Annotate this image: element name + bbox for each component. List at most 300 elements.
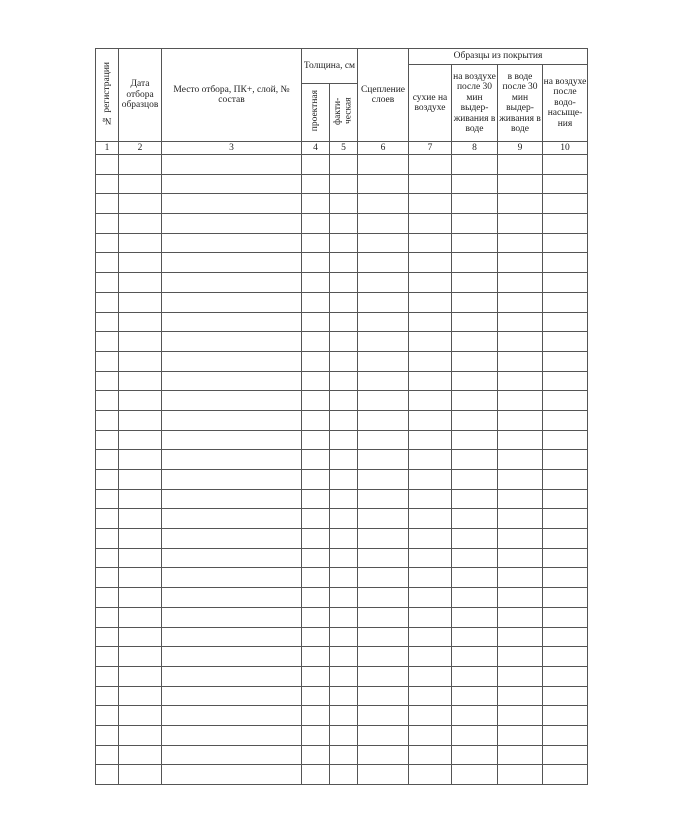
table-cell[interactable] <box>452 765 498 785</box>
table-cell[interactable] <box>498 410 543 430</box>
table-cell[interactable] <box>409 273 452 293</box>
table-cell[interactable] <box>162 470 302 490</box>
table-cell[interactable] <box>330 273 358 293</box>
table-cell[interactable] <box>452 174 498 194</box>
table-cell[interactable] <box>119 607 162 627</box>
table-cell[interactable] <box>409 607 452 627</box>
table-cell[interactable] <box>302 686 330 706</box>
table-cell[interactable] <box>330 568 358 588</box>
table-cell[interactable] <box>96 273 119 293</box>
table-cell[interactable] <box>543 332 588 352</box>
table-cell[interactable] <box>96 588 119 608</box>
table-cell[interactable] <box>498 745 543 765</box>
table-cell[interactable] <box>358 371 409 391</box>
table-cell[interactable] <box>162 155 302 175</box>
table-cell[interactable] <box>409 489 452 509</box>
table-cell[interactable] <box>498 351 543 371</box>
table-cell[interactable] <box>302 666 330 686</box>
table-cell[interactable] <box>452 647 498 667</box>
table-cell[interactable] <box>358 765 409 785</box>
table-cell[interactable] <box>302 568 330 588</box>
table-cell[interactable] <box>543 725 588 745</box>
table-cell[interactable] <box>302 214 330 234</box>
table-cell[interactable] <box>498 155 543 175</box>
table-cell[interactable] <box>452 706 498 726</box>
table-cell[interactable] <box>302 292 330 312</box>
table-cell[interactable] <box>96 391 119 411</box>
table-cell[interactable] <box>358 174 409 194</box>
table-cell[interactable] <box>330 214 358 234</box>
table-cell[interactable] <box>96 253 119 273</box>
table-cell[interactable] <box>452 725 498 745</box>
table-cell[interactable] <box>358 647 409 667</box>
table-cell[interactable] <box>96 371 119 391</box>
table-cell[interactable] <box>452 666 498 686</box>
table-cell[interactable] <box>498 470 543 490</box>
table-cell[interactable] <box>409 450 452 470</box>
table-cell[interactable] <box>452 371 498 391</box>
table-cell[interactable] <box>543 548 588 568</box>
table-cell[interactable] <box>452 568 498 588</box>
table-cell[interactable] <box>543 666 588 686</box>
table-cell[interactable] <box>543 706 588 726</box>
table-cell[interactable] <box>409 725 452 745</box>
table-cell[interactable] <box>96 607 119 627</box>
table-cell[interactable] <box>452 588 498 608</box>
table-cell[interactable] <box>96 292 119 312</box>
table-cell[interactable] <box>358 509 409 529</box>
table-cell[interactable] <box>452 233 498 253</box>
table-cell[interactable] <box>302 371 330 391</box>
table-cell[interactable] <box>409 233 452 253</box>
table-cell[interactable] <box>330 548 358 568</box>
table-cell[interactable] <box>543 351 588 371</box>
table-cell[interactable] <box>119 627 162 647</box>
table-cell[interactable] <box>543 509 588 529</box>
table-cell[interactable] <box>119 174 162 194</box>
table-cell[interactable] <box>452 607 498 627</box>
table-cell[interactable] <box>119 214 162 234</box>
table-cell[interactable] <box>358 410 409 430</box>
table-cell[interactable] <box>330 470 358 490</box>
table-cell[interactable] <box>119 194 162 214</box>
table-cell[interactable] <box>119 666 162 686</box>
table-cell[interactable] <box>498 568 543 588</box>
table-cell[interactable] <box>358 588 409 608</box>
table-cell[interactable] <box>543 292 588 312</box>
table-cell[interactable] <box>302 627 330 647</box>
table-cell[interactable] <box>302 430 330 450</box>
table-cell[interactable] <box>162 627 302 647</box>
table-cell[interactable] <box>409 706 452 726</box>
table-cell[interactable] <box>330 292 358 312</box>
table-cell[interactable] <box>409 647 452 667</box>
table-cell[interactable] <box>543 155 588 175</box>
table-cell[interactable] <box>302 706 330 726</box>
table-cell[interactable] <box>330 686 358 706</box>
table-cell[interactable] <box>96 430 119 450</box>
table-cell[interactable] <box>302 253 330 273</box>
table-cell[interactable] <box>330 194 358 214</box>
table-cell[interactable] <box>96 351 119 371</box>
table-cell[interactable] <box>543 470 588 490</box>
table-cell[interactable] <box>409 568 452 588</box>
table-cell[interactable] <box>409 410 452 430</box>
table-cell[interactable] <box>162 489 302 509</box>
table-cell[interactable] <box>96 568 119 588</box>
table-cell[interactable] <box>162 292 302 312</box>
table-cell[interactable] <box>358 548 409 568</box>
table-cell[interactable] <box>302 233 330 253</box>
table-cell[interactable] <box>498 391 543 411</box>
table-cell[interactable] <box>302 332 330 352</box>
table-cell[interactable] <box>498 765 543 785</box>
table-cell[interactable] <box>302 273 330 293</box>
table-cell[interactable] <box>409 351 452 371</box>
table-cell[interactable] <box>330 430 358 450</box>
table-cell[interactable] <box>543 371 588 391</box>
table-cell[interactable] <box>119 647 162 667</box>
table-cell[interactable] <box>409 253 452 273</box>
table-cell[interactable] <box>409 529 452 549</box>
table-cell[interactable] <box>162 588 302 608</box>
table-cell[interactable] <box>119 430 162 450</box>
table-cell[interactable] <box>330 410 358 430</box>
table-cell[interactable] <box>330 253 358 273</box>
table-cell[interactable] <box>96 686 119 706</box>
table-cell[interactable] <box>358 430 409 450</box>
table-cell[interactable] <box>543 253 588 273</box>
table-cell[interactable] <box>119 509 162 529</box>
table-cell[interactable] <box>543 489 588 509</box>
table-cell[interactable] <box>409 509 452 529</box>
table-cell[interactable] <box>330 351 358 371</box>
table-cell[interactable] <box>409 391 452 411</box>
table-cell[interactable] <box>409 371 452 391</box>
table-cell[interactable] <box>358 233 409 253</box>
table-cell[interactable] <box>119 391 162 411</box>
table-cell[interactable] <box>119 725 162 745</box>
table-cell[interactable] <box>452 332 498 352</box>
table-cell[interactable] <box>119 233 162 253</box>
table-cell[interactable] <box>96 450 119 470</box>
table-cell[interactable] <box>119 686 162 706</box>
table-cell[interactable] <box>302 745 330 765</box>
table-cell[interactable] <box>498 666 543 686</box>
table-cell[interactable] <box>409 470 452 490</box>
table-cell[interactable] <box>498 312 543 332</box>
table-cell[interactable] <box>358 686 409 706</box>
table-cell[interactable] <box>409 548 452 568</box>
table-cell[interactable] <box>452 489 498 509</box>
table-cell[interactable] <box>330 588 358 608</box>
table-cell[interactable] <box>409 666 452 686</box>
table-cell[interactable] <box>96 647 119 667</box>
table-cell[interactable] <box>119 312 162 332</box>
table-cell[interactable] <box>96 174 119 194</box>
table-cell[interactable] <box>498 548 543 568</box>
table-cell[interactable] <box>498 174 543 194</box>
table-cell[interactable] <box>119 745 162 765</box>
table-cell[interactable] <box>358 332 409 352</box>
table-cell[interactable] <box>498 686 543 706</box>
table-cell[interactable] <box>409 155 452 175</box>
table-cell[interactable] <box>543 588 588 608</box>
table-cell[interactable] <box>498 647 543 667</box>
table-cell[interactable] <box>543 312 588 332</box>
table-cell[interactable] <box>358 666 409 686</box>
table-cell[interactable] <box>302 588 330 608</box>
table-cell[interactable] <box>543 627 588 647</box>
table-cell[interactable] <box>96 529 119 549</box>
table-cell[interactable] <box>162 686 302 706</box>
table-cell[interactable] <box>498 332 543 352</box>
table-cell[interactable] <box>498 430 543 450</box>
table-cell[interactable] <box>119 765 162 785</box>
table-cell[interactable] <box>543 174 588 194</box>
table-cell[interactable] <box>119 529 162 549</box>
table-cell[interactable] <box>409 627 452 647</box>
table-cell[interactable] <box>452 450 498 470</box>
table-cell[interactable] <box>96 470 119 490</box>
table-cell[interactable] <box>358 529 409 549</box>
table-cell[interactable] <box>330 489 358 509</box>
table-cell[interactable] <box>162 568 302 588</box>
table-cell[interactable] <box>302 410 330 430</box>
table-cell[interactable] <box>162 194 302 214</box>
table-cell[interactable] <box>96 155 119 175</box>
table-cell[interactable] <box>162 548 302 568</box>
table-cell[interactable] <box>162 509 302 529</box>
table-cell[interactable] <box>162 745 302 765</box>
table-cell[interactable] <box>358 450 409 470</box>
table-cell[interactable] <box>452 410 498 430</box>
table-cell[interactable] <box>162 765 302 785</box>
table-cell[interactable] <box>358 312 409 332</box>
table-cell[interactable] <box>119 155 162 175</box>
table-cell[interactable] <box>498 706 543 726</box>
table-cell[interactable] <box>409 194 452 214</box>
table-cell[interactable] <box>96 194 119 214</box>
table-cell[interactable] <box>358 253 409 273</box>
table-cell[interactable] <box>330 312 358 332</box>
table-cell[interactable] <box>358 155 409 175</box>
table-cell[interactable] <box>330 332 358 352</box>
table-cell[interactable] <box>452 509 498 529</box>
table-cell[interactable] <box>302 647 330 667</box>
table-cell[interactable] <box>330 745 358 765</box>
table-cell[interactable] <box>409 686 452 706</box>
table-cell[interactable] <box>302 174 330 194</box>
table-cell[interactable] <box>452 686 498 706</box>
table-cell[interactable] <box>119 332 162 352</box>
table-cell[interactable] <box>543 607 588 627</box>
table-cell[interactable] <box>302 548 330 568</box>
table-cell[interactable] <box>96 332 119 352</box>
table-cell[interactable] <box>452 273 498 293</box>
table-cell[interactable] <box>96 765 119 785</box>
table-cell[interactable] <box>330 765 358 785</box>
table-cell[interactable] <box>358 351 409 371</box>
table-cell[interactable] <box>498 371 543 391</box>
table-cell[interactable] <box>96 410 119 430</box>
table-cell[interactable] <box>358 214 409 234</box>
table-cell[interactable] <box>302 529 330 549</box>
table-cell[interactable] <box>119 273 162 293</box>
table-cell[interactable] <box>358 706 409 726</box>
table-cell[interactable] <box>358 273 409 293</box>
table-cell[interactable] <box>96 627 119 647</box>
table-cell[interactable] <box>330 607 358 627</box>
table-cell[interactable] <box>452 391 498 411</box>
table-cell[interactable] <box>452 745 498 765</box>
table-cell[interactable] <box>498 489 543 509</box>
table-cell[interactable] <box>330 450 358 470</box>
table-cell[interactable] <box>330 371 358 391</box>
table-cell[interactable] <box>358 292 409 312</box>
table-cell[interactable] <box>96 706 119 726</box>
table-cell[interactable] <box>498 607 543 627</box>
table-cell[interactable] <box>358 489 409 509</box>
table-cell[interactable] <box>162 529 302 549</box>
table-cell[interactable] <box>330 666 358 686</box>
table-cell[interactable] <box>162 607 302 627</box>
table-cell[interactable] <box>162 233 302 253</box>
table-cell[interactable] <box>498 292 543 312</box>
table-cell[interactable] <box>409 312 452 332</box>
table-cell[interactable] <box>96 548 119 568</box>
table-cell[interactable] <box>409 430 452 450</box>
table-cell[interactable] <box>543 391 588 411</box>
table-cell[interactable] <box>358 725 409 745</box>
table-cell[interactable] <box>452 548 498 568</box>
table-cell[interactable] <box>162 253 302 273</box>
table-cell[interactable] <box>330 233 358 253</box>
table-cell[interactable] <box>409 292 452 312</box>
table-cell[interactable] <box>330 627 358 647</box>
table-cell[interactable] <box>543 430 588 450</box>
table-cell[interactable] <box>498 253 543 273</box>
table-cell[interactable] <box>498 450 543 470</box>
table-cell[interactable] <box>162 706 302 726</box>
table-cell[interactable] <box>543 529 588 549</box>
table-cell[interactable] <box>498 273 543 293</box>
table-cell[interactable] <box>409 765 452 785</box>
table-cell[interactable] <box>119 470 162 490</box>
table-cell[interactable] <box>302 765 330 785</box>
table-cell[interactable] <box>543 745 588 765</box>
table-cell[interactable] <box>96 312 119 332</box>
table-cell[interactable] <box>162 666 302 686</box>
table-cell[interactable] <box>302 391 330 411</box>
table-cell[interactable] <box>96 214 119 234</box>
table-cell[interactable] <box>358 194 409 214</box>
table-cell[interactable] <box>498 529 543 549</box>
table-cell[interactable] <box>498 214 543 234</box>
table-cell[interactable] <box>358 568 409 588</box>
table-cell[interactable] <box>330 647 358 667</box>
table-cell[interactable] <box>543 568 588 588</box>
table-cell[interactable] <box>452 430 498 450</box>
table-cell[interactable] <box>119 706 162 726</box>
table-cell[interactable] <box>452 470 498 490</box>
table-cell[interactable] <box>330 706 358 726</box>
table-cell[interactable] <box>302 351 330 371</box>
table-cell[interactable] <box>452 194 498 214</box>
table-cell[interactable] <box>452 292 498 312</box>
table-cell[interactable] <box>302 607 330 627</box>
table-cell[interactable] <box>162 332 302 352</box>
table-cell[interactable] <box>162 351 302 371</box>
table-cell[interactable] <box>452 351 498 371</box>
table-cell[interactable] <box>543 450 588 470</box>
table-cell[interactable] <box>498 588 543 608</box>
table-cell[interactable] <box>330 174 358 194</box>
table-cell[interactable] <box>302 450 330 470</box>
table-cell[interactable] <box>162 273 302 293</box>
table-cell[interactable] <box>96 666 119 686</box>
table-cell[interactable] <box>162 312 302 332</box>
table-cell[interactable] <box>162 430 302 450</box>
table-cell[interactable] <box>330 725 358 745</box>
table-cell[interactable] <box>409 745 452 765</box>
table-cell[interactable] <box>119 548 162 568</box>
table-cell[interactable] <box>302 725 330 745</box>
table-cell[interactable] <box>409 174 452 194</box>
table-cell[interactable] <box>162 725 302 745</box>
table-cell[interactable] <box>119 292 162 312</box>
table-cell[interactable] <box>302 194 330 214</box>
table-cell[interactable] <box>302 155 330 175</box>
table-cell[interactable] <box>409 332 452 352</box>
table-cell[interactable] <box>162 174 302 194</box>
table-cell[interactable] <box>452 529 498 549</box>
table-cell[interactable] <box>409 214 452 234</box>
table-cell[interactable] <box>162 410 302 430</box>
table-cell[interactable] <box>543 273 588 293</box>
table-cell[interactable] <box>96 489 119 509</box>
table-cell[interactable] <box>452 253 498 273</box>
table-cell[interactable] <box>452 214 498 234</box>
table-cell[interactable] <box>162 391 302 411</box>
table-cell[interactable] <box>452 627 498 647</box>
table-cell[interactable] <box>452 312 498 332</box>
table-cell[interactable] <box>498 725 543 745</box>
table-cell[interactable] <box>543 686 588 706</box>
table-cell[interactable] <box>543 410 588 430</box>
table-cell[interactable] <box>452 155 498 175</box>
table-cell[interactable] <box>409 588 452 608</box>
table-cell[interactable] <box>96 509 119 529</box>
table-cell[interactable] <box>358 627 409 647</box>
table-cell[interactable] <box>330 391 358 411</box>
table-cell[interactable] <box>96 233 119 253</box>
table-cell[interactable] <box>119 568 162 588</box>
table-cell[interactable] <box>543 194 588 214</box>
table-cell[interactable] <box>543 233 588 253</box>
table-cell[interactable] <box>119 450 162 470</box>
table-cell[interactable] <box>543 765 588 785</box>
table-cell[interactable] <box>358 470 409 490</box>
table-cell[interactable] <box>543 214 588 234</box>
table-cell[interactable] <box>330 155 358 175</box>
table-cell[interactable] <box>498 233 543 253</box>
table-cell[interactable] <box>119 489 162 509</box>
table-cell[interactable] <box>119 588 162 608</box>
table-cell[interactable] <box>498 194 543 214</box>
table-cell[interactable] <box>119 371 162 391</box>
table-cell[interactable] <box>302 470 330 490</box>
